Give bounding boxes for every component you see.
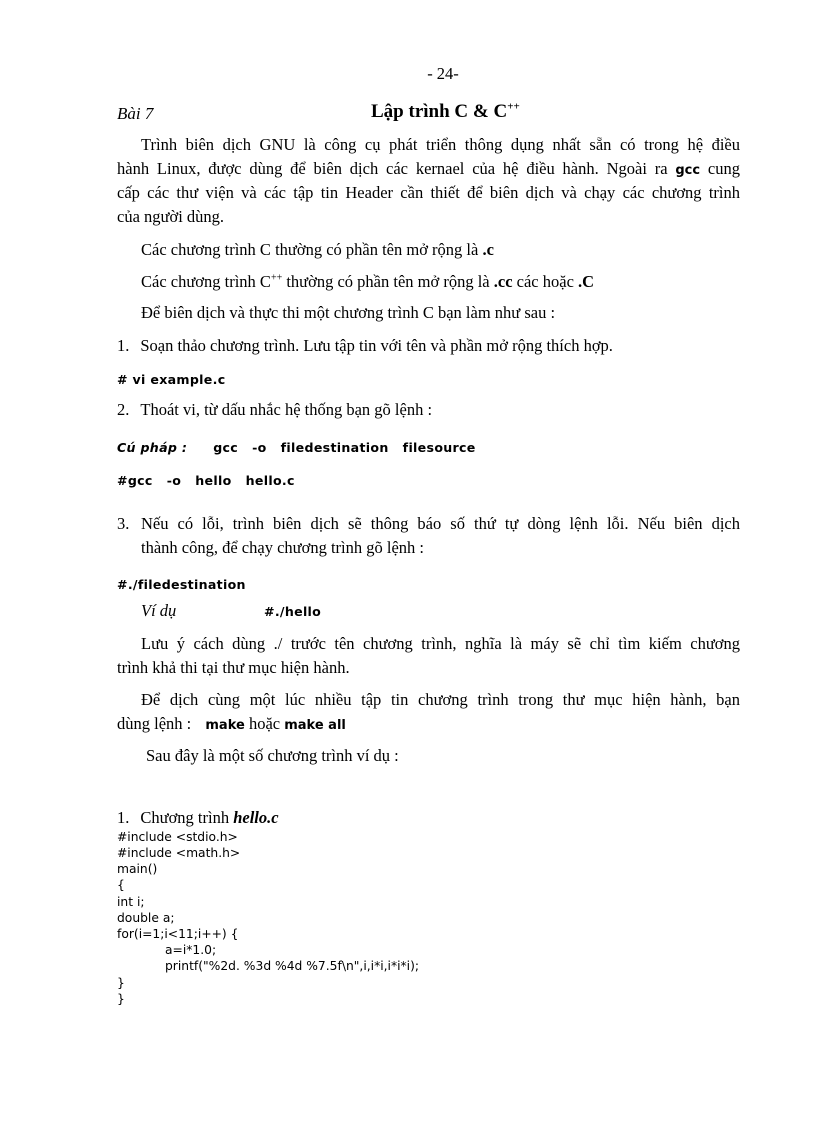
step-3-num: 3. [117,514,130,533]
intro-line-2: hành Linux, được dùng để biên dịch các kernael của hệ điều hành. Ngoài ra gcc cung [117,159,740,178]
page-title [371,101,520,123]
step-2: 2. Thoát vi, từ dấu nhắc hệ thống bạn gõ lệnh : [117,400,433,419]
program-filename: hello.c [233,808,279,827]
syntax-command: gcc -o filedestination filesource [213,440,476,455]
code-line: double a; [117,911,175,925]
example-command: #./hello [264,604,322,619]
make-all-command: make all [284,718,346,733]
syntax-line [117,440,476,455]
program-1-heading: 1. Chương trình hello.c [117,808,279,827]
cmd-run: #./filedestination [117,577,246,592]
code-line: printf("%2d. %3d %4d %7.5f\n",i,i*i,i*i*i); [165,959,420,973]
intro-line-4: của người dùng. [117,207,225,226]
code-line: int i; [117,895,145,909]
step-1: 1. Soạn thảo chương trình. Lưu tập tin với tên và phần mở rộng thích hợp. [117,336,613,355]
code-line: { [117,878,125,892]
code-line: for(i=1;i<11;i++) { [117,927,239,941]
step-3-line-1: Nếu có lỗi, trình biên dịch sẽ thông báo số thứ tự dòng lệnh lỗi. Nếu biên dịch [141,514,740,533]
ext-c-line: Các chương trình C thường có phần tên mở rộng là .c [141,240,494,259]
cmd-gcc: #gcc -o hello hello.c [117,473,295,488]
intro-line-3: cấp các thư viện và các tập tin Header cần thiết để biên dịch và chạy các chương trình [117,183,740,202]
ext-cpp-line: Các chương trình C++ thường có phần tên mở rộng là .cc các hoặc .C [141,272,595,291]
compile-intro: Để biên dịch và thực thi một chương trình C bạn làm như sau : [141,303,556,322]
note-line-1: Lưu ý cách dùng ./ trước tên chương trình, nghĩa là máy sẽ chỉ tìm kiếm chương [141,634,740,653]
code-line: main() [117,862,158,876]
intro-line-1: Trình biên dịch GNU là công cụ phát triển thông dụng nhất sẵn có trong hệ điều [141,135,740,154]
gcc-keyword: gcc [675,163,701,178]
code-line: } [117,976,125,990]
note-line-2: trình khả thi tại thư mục hiện hành. [117,658,350,677]
examples-intro: Sau đây là một số chương trình ví dụ : [146,746,399,765]
syntax-label: Cú pháp : [117,440,188,455]
multi-line-1: Để dịch cùng một lúc nhiều tập tin chương trình trong thư mục hiện hành, bạn [141,690,740,709]
multi-line-2: dùng lệnh : make hoặc make all [117,714,346,733]
cmd-vi: # vi example.c [117,372,226,387]
title-text: Lập trình C & C [371,101,508,122]
make-command: make [205,718,245,733]
page-number: - 24- [427,64,459,83]
code-line: #include <stdio.h> [117,830,238,844]
title-superscript: ++ [507,100,520,113]
code-line: #include <math.h> [117,846,241,860]
lesson-label: Bài 7 [117,104,154,123]
example-label: Ví dụ [141,601,177,620]
code-line: } [117,992,125,1006]
step-3-line-2: thành công, để chạy chương trình gõ lệnh : [141,538,424,557]
code-line: a=i*1.0; [165,943,217,957]
